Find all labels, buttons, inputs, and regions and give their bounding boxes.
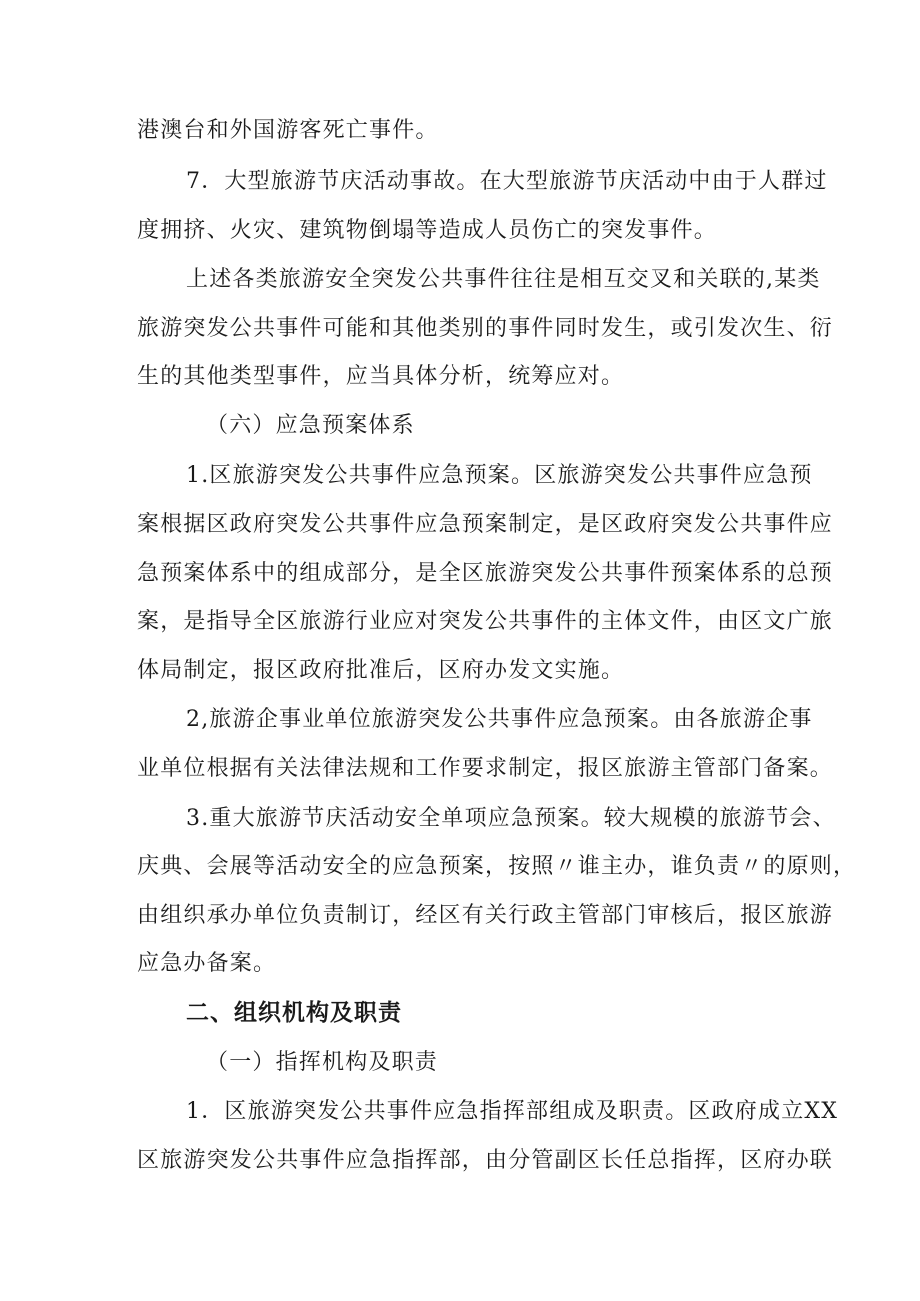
text-line: 度拥挤、火灾、建筑物倒塌等造成人员伤亡的突发事件。 bbox=[137, 218, 718, 243]
text-line: 2,旅游企事业单位旅游突发公共事件应急预案。由各旅游企事 bbox=[186, 707, 813, 732]
chapter-heading: 二、组织机构及职责 bbox=[186, 1000, 402, 1026]
text-line: 1.区旅游突发公共事件应急预案。区旅游突发公共事件应急预 bbox=[186, 463, 813, 488]
text-line: 生的其他类型事件，应当具体分析，统筹应对。 bbox=[137, 364, 625, 389]
text-line: 急预案体系中的组成部分，是全区旅游突发公共事件预案体系的总预 bbox=[137, 561, 834, 586]
text-line: 由组织承办单位负责制订，经区有关行政主管部门审核后，报区旅游 bbox=[137, 903, 834, 928]
section-subheading: （一）指挥机构及职责 bbox=[206, 1050, 439, 1075]
text-line: 7．大型旅游节庆活动事故。在大型旅游节庆活动中由于人群过 bbox=[186, 169, 828, 194]
section-subheading: （六）应急预案体系 bbox=[206, 413, 415, 438]
text-line: 港澳台和外国游客死亡事件。 bbox=[137, 118, 439, 143]
text-line: 庆典、会展等活动安全的应急预案，按照〃谁主办，谁负责〃的原则， bbox=[137, 854, 857, 879]
text-line: 1．区旅游突发公共事件应急指挥部组成及职责。区政府成立XX bbox=[186, 1099, 839, 1124]
text-line: 案，是指导全区旅游行业应对突发公共事件的主体文件，由区文广旅 bbox=[137, 609, 834, 634]
text-line: 旅游突发公共事件可能和其他类别的事件同时发生，或引发次生、衍 bbox=[137, 316, 834, 341]
text-line: 应急办备案。 bbox=[137, 951, 277, 976]
text-line: 案根据区政府突发公共事件应急预案制定，是区政府突发公共事件应 bbox=[137, 512, 834, 537]
text-line: 上述各类旅游安全突发公共事件往往是相互交叉和关联的,某类 bbox=[186, 267, 821, 292]
text-line: 体局制定，报区政府批准后，区府办发文实施。 bbox=[137, 658, 625, 683]
text-line: 区旅游突发公共事件应急指挥部，由分管副区长任总指挥，区府办联 bbox=[137, 1148, 834, 1173]
text-line: 业单位根据有关法律法规和工作要求制定，报区旅游主管部门备案。 bbox=[137, 756, 834, 781]
text-line: 3.重大旅游节庆活动安全单项应急预案。较大规模的旅游节会、 bbox=[186, 806, 836, 831]
